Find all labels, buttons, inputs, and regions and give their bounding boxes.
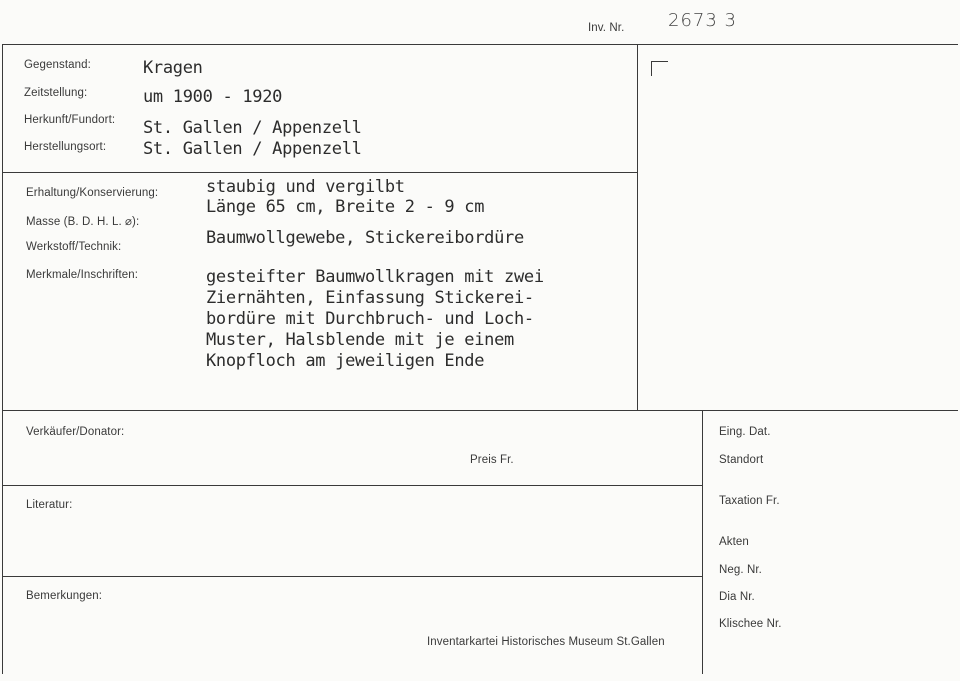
footer-museum: Inventarkartei Historisches Museum St.Gallen bbox=[427, 636, 665, 648]
herkunft-label: Herkunft/Fundort: bbox=[24, 114, 116, 126]
masse-label: Masse (B. D. H. L. ⌀): bbox=[26, 216, 140, 228]
preis-label: Preis Fr. bbox=[470, 454, 514, 466]
werkstoff-value: Baumwollgewebe, Stickereibordüre bbox=[206, 228, 524, 248]
erhaltung-label: Erhaltung/Konservierung: bbox=[26, 187, 159, 199]
neg-nr-label: Neg. Nr. bbox=[719, 564, 762, 576]
rule-top bbox=[2, 44, 958, 45]
standort-label: Standort bbox=[719, 454, 764, 466]
inv-nr-value: 2673 3 bbox=[668, 10, 737, 31]
bemerkungen-label: Bemerkungen: bbox=[26, 590, 102, 602]
eing-dat-label: Eing. Dat. bbox=[719, 426, 771, 438]
inv-nr-label: Inv. Nr. bbox=[588, 22, 625, 34]
zeitstellung-value: um 1900 - 1920 bbox=[143, 87, 283, 107]
gegenstand-label: Gegenstand: bbox=[24, 59, 91, 71]
herstellungsort-value: St. Gallen / Appenzell bbox=[143, 139, 362, 159]
verkaeufer-label: Verkäufer/Donator: bbox=[26, 426, 125, 438]
rule-lower-vertical bbox=[702, 410, 703, 674]
akten-label: Akten bbox=[719, 536, 749, 548]
rule-middle bbox=[2, 410, 958, 411]
herkunft-value: St. Gallen / Appenzell bbox=[143, 118, 362, 138]
taxation-label: Taxation Fr. bbox=[719, 495, 780, 507]
dia-nr-label: Dia Nr. bbox=[719, 591, 755, 603]
klischee-nr-label: Klischee Nr. bbox=[719, 618, 782, 630]
zeitstellung-label: Zeitstellung: bbox=[24, 87, 88, 99]
merkmale-label: Merkmale/Inschriften: bbox=[26, 269, 139, 281]
werkstoff-label: Werkstoff/Technik: bbox=[26, 241, 122, 253]
photo-corner-mark bbox=[651, 61, 668, 76]
merkmale-value: gesteifter Baumwollkragen mit zwei Ziernähten, Einfassung Stickerei- bordüre mit Durchbruch- und Loch- Muster, Halsblende mit je einem Knopfloch am jeweiligen Ende bbox=[206, 267, 544, 371]
masse-value: Länge 65 cm, Breite 2 - 9 cm bbox=[206, 197, 485, 217]
literatur-label: Literatur: bbox=[26, 499, 73, 511]
rule-verkaeufer bbox=[2, 485, 702, 486]
rule-upper-vertical bbox=[637, 44, 638, 411]
erhaltung-value: staubig und vergilbt bbox=[206, 177, 405, 197]
gegenstand-value: Kragen bbox=[143, 58, 203, 78]
rule-object-details bbox=[2, 172, 638, 173]
rule-left bbox=[2, 44, 3, 674]
rule-literatur bbox=[2, 576, 702, 577]
herstellungsort-label: Herstellungsort: bbox=[24, 141, 107, 153]
